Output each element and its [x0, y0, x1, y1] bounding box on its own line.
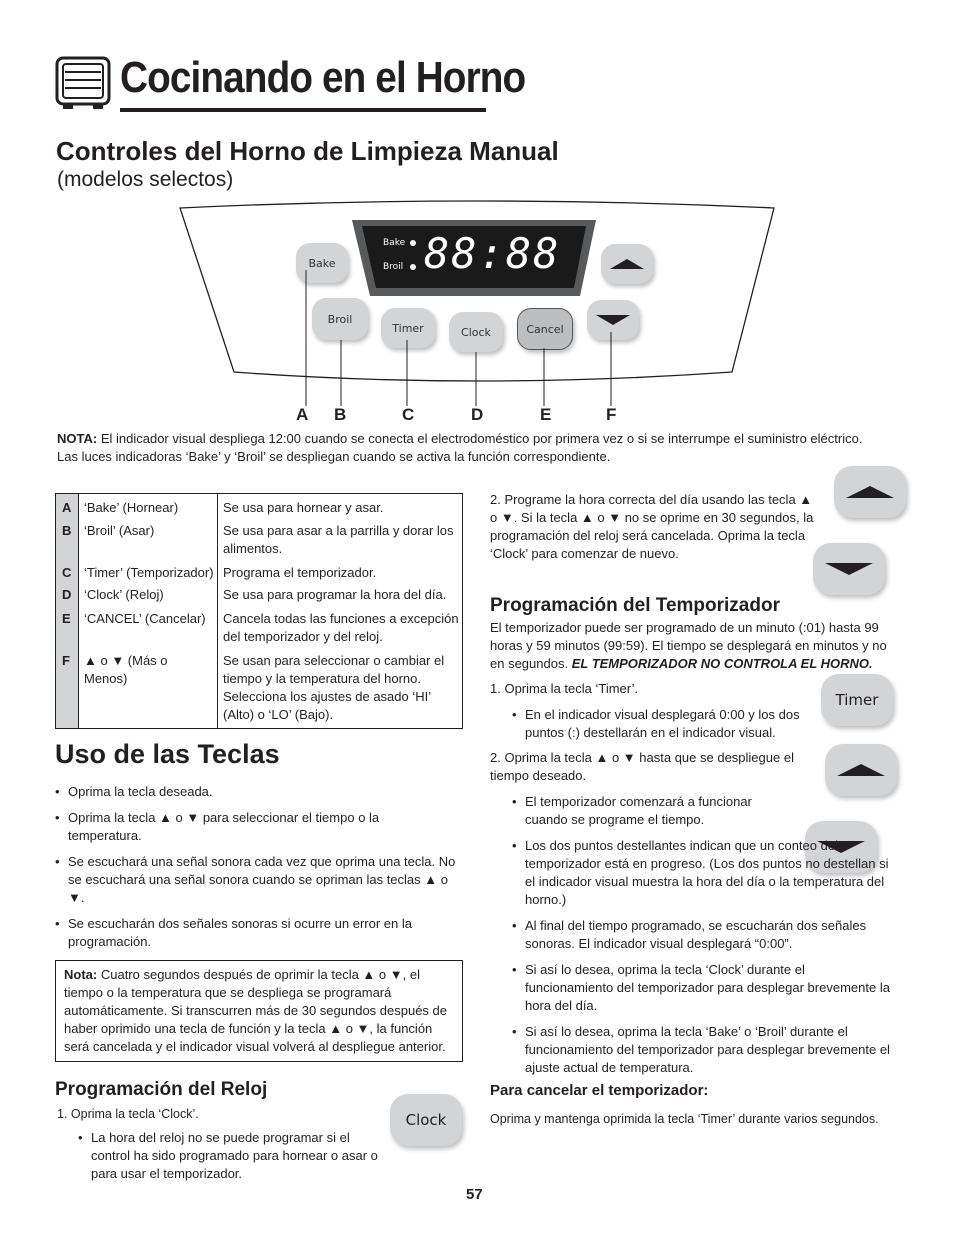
- bullet-dot: •: [55, 916, 60, 931]
- bake-key-label: Bake: [308, 256, 336, 270]
- broil-key-label: Broil: [327, 312, 353, 326]
- clock-button[interactable]: [390, 1094, 462, 1146]
- page-number: 57: [466, 1186, 483, 1203]
- reloj-title: Programación del Reloj: [55, 1079, 268, 1100]
- temporizador-step2: 2. Oprima la tecla ▲ o ▼ hasta que se despliegue el tiempo deseado.: [490, 750, 794, 783]
- page-title: Cocinando en el Horno: [120, 53, 526, 102]
- up-arrow-button[interactable]: [834, 466, 906, 518]
- section-title: Controles del Horno de Limpieza Manual: [56, 136, 559, 166]
- nota-label: NOTA:: [57, 431, 98, 446]
- cancel-timer-title: Para cancelar el temporizador:: [490, 1082, 709, 1099]
- reloj-step2: 2. Programe la hora correcta del día usando las tecla ▲ o ▼. Si la tecla ▲ o ▼ no se oprime en 30 segundos, la programación del reloj será cancelada. Oprima la tecla ‘Clock’ para comenzar de nuevo.: [490, 492, 814, 561]
- bullet-dot: •: [55, 784, 60, 799]
- bullet-dot: •: [512, 918, 517, 933]
- label-e: E: [540, 405, 552, 424]
- digital-display: 88:88: [424, 229, 561, 278]
- uso-note-box: [55, 960, 463, 1062]
- label-f: F: [606, 405, 617, 424]
- oven-icon: [55, 56, 111, 110]
- key-table-divider: [217, 494, 218, 728]
- timer-key-label: Timer: [392, 321, 424, 335]
- timer-button-label: Timer: [835, 691, 879, 709]
- timer-button[interactable]: [821, 674, 893, 726]
- bullet-dot: •: [55, 810, 60, 825]
- temporizador-intro: El temporizador puede ser programado de un minuto (:01) hasta 99 horas y 59 minutos (99:59). El tiempo se desplegará en minutos y no en segundos. EL TEMPORIZADOR NO CONTROLA EL HORNO.: [490, 620, 887, 671]
- label-b: B: [334, 405, 347, 424]
- leader-lines: [290, 260, 630, 410]
- nota-paragraph: [57, 430, 897, 466]
- down-arrow-icon: [823, 561, 875, 577]
- down-arrow-button[interactable]: [813, 543, 885, 595]
- bake-indicator-label: Bake: [383, 238, 406, 248]
- broil-indicator-label: Broil: [383, 262, 404, 272]
- cancel-key-label: Cancel: [526, 322, 564, 336]
- clock-button-label: Clock: [405, 1111, 447, 1129]
- cancel-timer-text: Oprima y mantenga oprimida la tecla ‘Timer’ durante varios segundos.: [490, 1112, 879, 1126]
- section-subtitle: (modelos selectos): [57, 168, 234, 191]
- up-arrow-icon: [844, 484, 896, 500]
- uso-note-text: Cuatro segundos después de oprimir la tecla ▲ o ▼, el tiempo o la temperatura que se despliega se programará automáticamente. Si transcurren más de 30 segundos después de haber oprimido una tecla de función y la tecla ▲ o ▼, la función será cancelada y el indicador visual volverá al despliegue anterior.: [64, 967, 448, 1054]
- temporizador-step1: 1. Oprima la tecla ‘Timer’.: [490, 681, 639, 696]
- bullet-dot: •: [55, 854, 60, 869]
- bullet-dot: •: [512, 1024, 517, 1039]
- title-rule: [120, 108, 486, 112]
- uso-note-label: Nota:: [64, 967, 98, 982]
- temporizador-title: Programación del Temporizador: [490, 595, 780, 616]
- reloj-step1: 1. Oprima la tecla ‘Clock’.: [57, 1107, 199, 1121]
- bullet-dot: •: [512, 707, 517, 722]
- bullet-dot: •: [512, 838, 517, 853]
- bullet-dot: •: [78, 1130, 83, 1145]
- temporizador-emphasis: EL TEMPORIZADOR NO CONTROLA EL HORNO.: [571, 656, 873, 671]
- bullet-dot: •: [512, 962, 517, 977]
- up-arrow-button-2[interactable]: [825, 744, 897, 796]
- nota-line2: Las luces indicadoras ‘Bake’ y ‘Broil’ se despliegan cuando se activa la función correspondiente.: [57, 449, 611, 464]
- label-a: A: [296, 405, 309, 424]
- uso-title: Uso de las Teclas: [55, 739, 280, 769]
- bullet-dot: •: [512, 794, 517, 809]
- bake-indicator-light: [410, 240, 416, 246]
- label-d: D: [471, 405, 484, 424]
- nota-line1: El indicador visual despliega 12:00 cuando se conecta el electrodoméstico por primera vez o si se interrumpe el suministro eléctrico.: [100, 431, 863, 446]
- clock-key-label: Clock: [461, 325, 491, 339]
- up-arrow-icon: [835, 762, 887, 778]
- label-c: C: [402, 405, 415, 424]
